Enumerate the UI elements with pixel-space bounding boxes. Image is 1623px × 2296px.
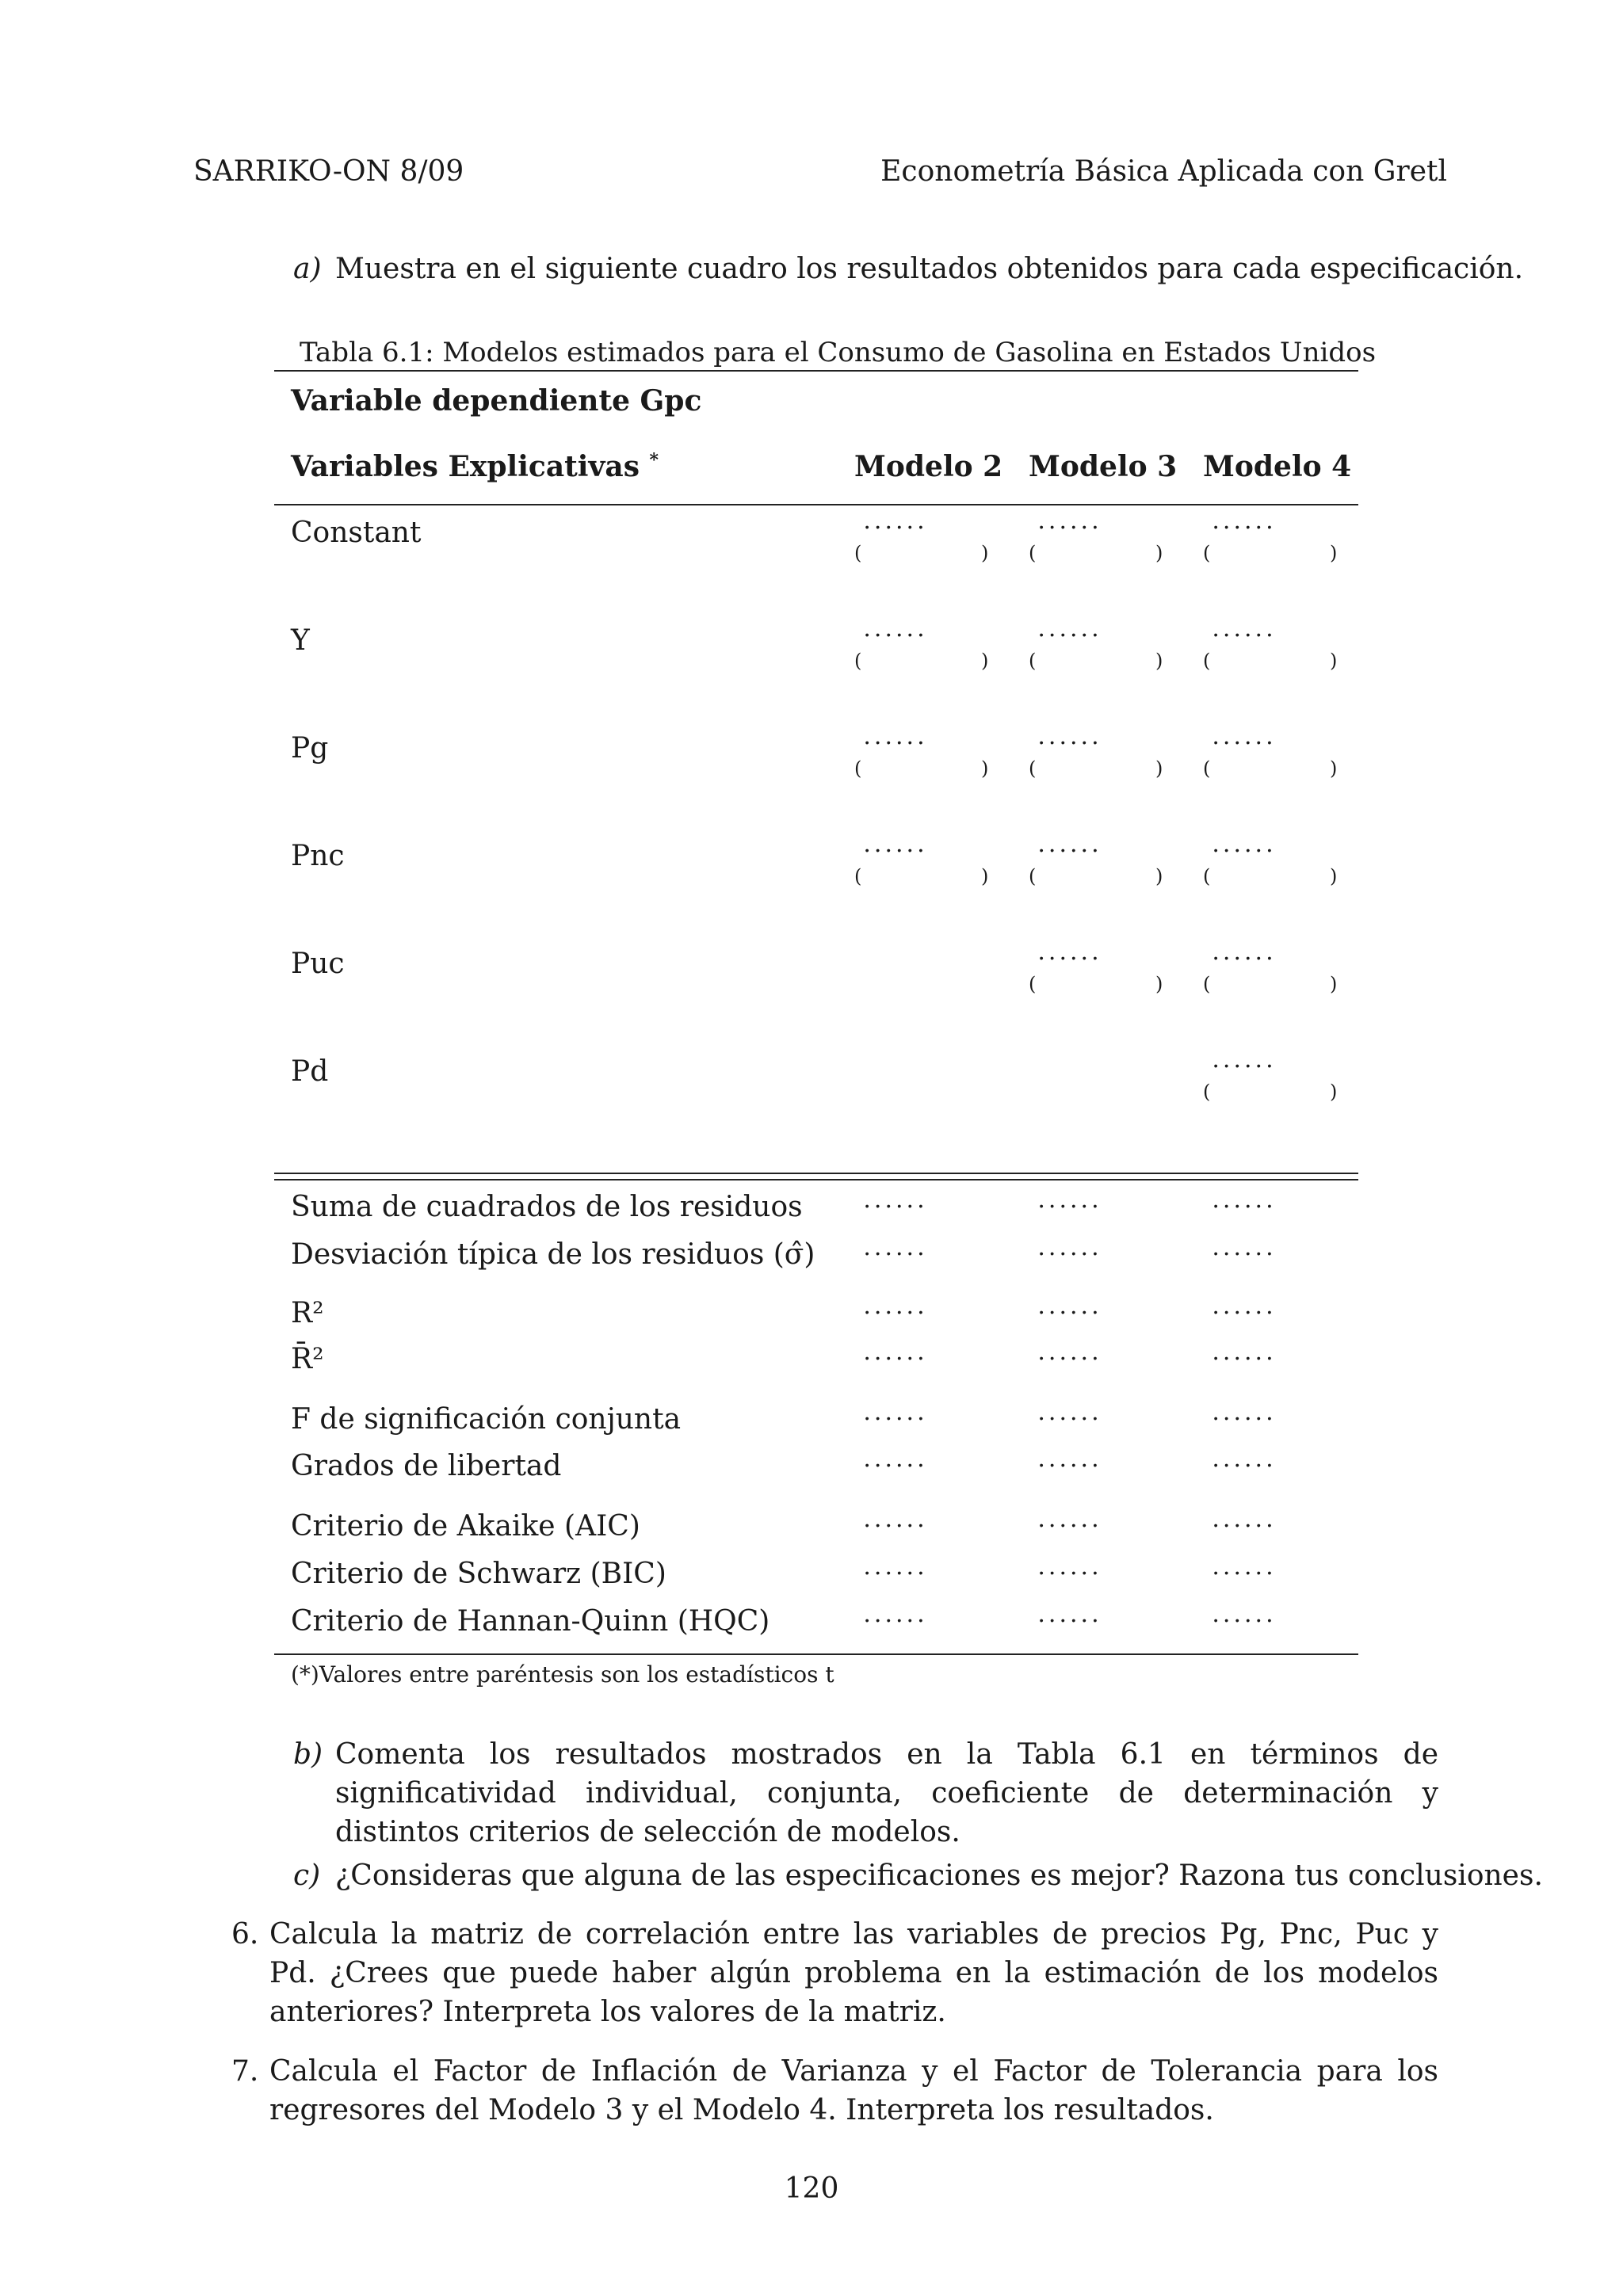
- statistic-placeholder: ......: [1037, 1445, 1102, 1473]
- t-stat-open-paren: (: [1203, 757, 1211, 780]
- header-rule: [274, 504, 1358, 505]
- statistic-placeholder: ......: [1037, 1398, 1102, 1426]
- coefficient-placeholder: ......: [1212, 723, 1277, 750]
- statistic-placeholder: ......: [1037, 1600, 1102, 1628]
- statistic-placeholder: ......: [863, 1445, 928, 1473]
- statistic-placeholder: ......: [1212, 1600, 1277, 1628]
- footnote-asterisk: *: [649, 450, 659, 471]
- item-b-text: Comenta los resultados mostrados en la Tabla 6.1 en términos de significatividad individual, conjunta, coeficiente de determinación y distintos criterios de selección de modelos.: [335, 1738, 1438, 1848]
- column-header-modelo-2: Modelo 2: [854, 450, 1003, 483]
- statistic-placeholder: ......: [1212, 1234, 1277, 1261]
- t-stat-close-paren: ): [981, 650, 989, 672]
- statistic-placeholder: ......: [863, 1292, 928, 1320]
- statistic-placeholder: ......: [1212, 1292, 1277, 1320]
- t-stat-open-paren: (: [1203, 1081, 1211, 1103]
- statistic-placeholder: ......: [1212, 1186, 1277, 1214]
- t-stat-open-paren: (: [1203, 973, 1211, 995]
- item-7-text: Calcula el Factor de Inflación de Varianza y el Factor de Tolerancia para los regresores del Modelo 3 y el Modelo 4. Interpreta los resultados.: [269, 2055, 1438, 2126]
- regressor-label: Constant: [291, 517, 422, 549]
- statistic-placeholder: ......: [1037, 1505, 1102, 1533]
- t-stat-open-paren: (: [1029, 757, 1037, 780]
- statistic-placeholder: ......: [1037, 1292, 1102, 1320]
- table-caption: Tabla 6.1: Modelos estimados para el Consumo de Gasolina en Estados Unidos: [300, 337, 1377, 368]
- statistic-placeholder: ......: [863, 1553, 928, 1581]
- item-6-text: Calcula la matriz de correlación entre las variables de precios Pg, Pnc, Puc y Pd. ¿Crees que puede haber algún problema en la estimación de los modelos anteriores? Interpreta los valores de la matriz.: [269, 1918, 1438, 2028]
- column-header-modelo-4: Modelo 4: [1203, 450, 1352, 483]
- statistic-label: R²: [291, 1297, 324, 1329]
- coefficient-placeholder: ......: [1037, 615, 1102, 643]
- regressor-label: Puc: [291, 948, 345, 980]
- t-stat-close-paren: ): [1155, 865, 1163, 887]
- t-stat-close-paren: ): [1330, 650, 1338, 672]
- statistic-placeholder: ......: [863, 1338, 928, 1366]
- t-stat-close-paren: ): [981, 757, 989, 780]
- coefficient-placeholder: ......: [1212, 615, 1277, 643]
- item-6-marker: 6.: [231, 1918, 259, 1951]
- explanatory-variables-label: Variables Explicativas: [291, 450, 640, 483]
- t-stat-close-paren: ): [1155, 542, 1163, 564]
- t-stat-open-paren: (: [1029, 650, 1037, 672]
- t-stat-open-paren: (: [854, 757, 862, 780]
- item-a-marker: a): [293, 253, 322, 285]
- running-header-right: Econometría Básica Aplicada con Gretl: [880, 155, 1447, 188]
- coefficient-placeholder: ......: [1212, 507, 1277, 535]
- statistic-label: Criterio de Akaike (AIC): [291, 1510, 640, 1543]
- coefficient-placeholder: ......: [863, 830, 928, 858]
- coefficient-placeholder: ......: [1212, 1046, 1277, 1074]
- page-number: 120: [784, 2172, 839, 2205]
- t-stat-open-paren: (: [1203, 865, 1211, 887]
- t-stat-close-paren: ): [1330, 865, 1338, 887]
- statistic-placeholder: ......: [1037, 1234, 1102, 1261]
- statistic-placeholder: ......: [1212, 1505, 1277, 1533]
- coefficient-placeholder: ......: [1037, 830, 1102, 858]
- statistic-label: Criterio de Schwarz (BIC): [291, 1558, 666, 1590]
- statistic-placeholder: ......: [1212, 1338, 1277, 1366]
- dependent-variable-label: Variable dependiente Gpc: [291, 384, 702, 418]
- item-a-text: Muestra en el siguiente cuadro los resultados obtenidos para cada especificación.: [335, 253, 1524, 285]
- t-stat-open-paren: (: [1203, 542, 1211, 564]
- table-footnote: (*)Valores entre paréntesis son los estadísticos t: [291, 1661, 834, 1688]
- coefficient-placeholder: ......: [1212, 938, 1277, 966]
- t-stat-close-paren: ): [1330, 973, 1338, 995]
- item-7-marker: 7.: [231, 2055, 259, 2088]
- statistic-placeholder: ......: [1212, 1398, 1277, 1426]
- t-stat-open-paren: (: [1203, 650, 1211, 672]
- regressor-label: Pg: [291, 732, 329, 765]
- coefficient-placeholder: ......: [1037, 723, 1102, 750]
- statistic-label: Desviación típica de los residuos (σ̂): [291, 1238, 815, 1271]
- running-header-left: SARRIKO-ON 8/09: [193, 155, 464, 188]
- t-stat-open-paren: (: [854, 650, 862, 672]
- item-c-text: ¿Consideras que alguna de las especificaciones es mejor? Razona tus conclusiones.: [335, 1859, 1543, 1892]
- statistic-label: Grados de libertad: [291, 1450, 562, 1482]
- t-stat-close-paren: ): [1155, 650, 1163, 672]
- regressor-label: Pnc: [291, 840, 345, 872]
- explanatory-variables-header: [291, 450, 659, 483]
- statistic-placeholder: ......: [1212, 1445, 1277, 1473]
- double-rule-bottom: [274, 1179, 1358, 1180]
- statistic-placeholder: ......: [863, 1234, 928, 1261]
- double-rule-top: [274, 1173, 1358, 1174]
- t-stat-close-paren: ): [1155, 973, 1163, 995]
- statistic-label: F de significación conjunta: [291, 1403, 682, 1436]
- statistic-placeholder: ......: [863, 1186, 928, 1214]
- t-stat-open-paren: (: [1029, 542, 1037, 564]
- coefficient-placeholder: ......: [1037, 507, 1102, 535]
- statistic-placeholder: ......: [1212, 1553, 1277, 1581]
- table-top-rule: [274, 370, 1358, 372]
- regressor-label: Y: [291, 624, 310, 657]
- t-stat-close-paren: ): [1155, 757, 1163, 780]
- t-stat-close-paren: ): [1330, 542, 1338, 564]
- t-stat-close-paren: ): [1330, 1081, 1338, 1103]
- coefficient-placeholder: ......: [863, 723, 928, 750]
- item-c-marker: c): [293, 1859, 321, 1892]
- statistic-label: Suma de cuadrados de los residuos: [291, 1191, 803, 1223]
- coefficient-placeholder: ......: [863, 507, 928, 535]
- t-stat-close-paren: ): [981, 865, 989, 887]
- statistic-placeholder: ......: [863, 1398, 928, 1426]
- coefficient-placeholder: ......: [1212, 830, 1277, 858]
- statistic-placeholder: ......: [863, 1600, 928, 1628]
- regressor-label: Pd: [291, 1055, 329, 1088]
- statistic-label: R̄²: [291, 1343, 324, 1375]
- column-header-modelo-3: Modelo 3: [1029, 450, 1178, 483]
- coefficient-placeholder: ......: [863, 615, 928, 643]
- coefficient-placeholder: ......: [1037, 938, 1102, 966]
- t-stat-open-paren: (: [854, 542, 862, 564]
- t-stat-open-paren: (: [1029, 973, 1037, 995]
- statistic-label: Criterio de Hannan-Quinn (HQC): [291, 1605, 770, 1638]
- t-stat-close-paren: ): [1330, 757, 1338, 780]
- statistic-placeholder: ......: [863, 1505, 928, 1533]
- t-stat-open-paren: (: [854, 865, 862, 887]
- t-stat-close-paren: ): [981, 542, 989, 564]
- item-b-marker: b): [293, 1738, 323, 1771]
- statistic-placeholder: ......: [1037, 1553, 1102, 1581]
- statistic-placeholder: ......: [1037, 1338, 1102, 1366]
- table-bottom-rule: [274, 1653, 1358, 1655]
- statistic-placeholder: ......: [1037, 1186, 1102, 1214]
- t-stat-open-paren: (: [1029, 865, 1037, 887]
